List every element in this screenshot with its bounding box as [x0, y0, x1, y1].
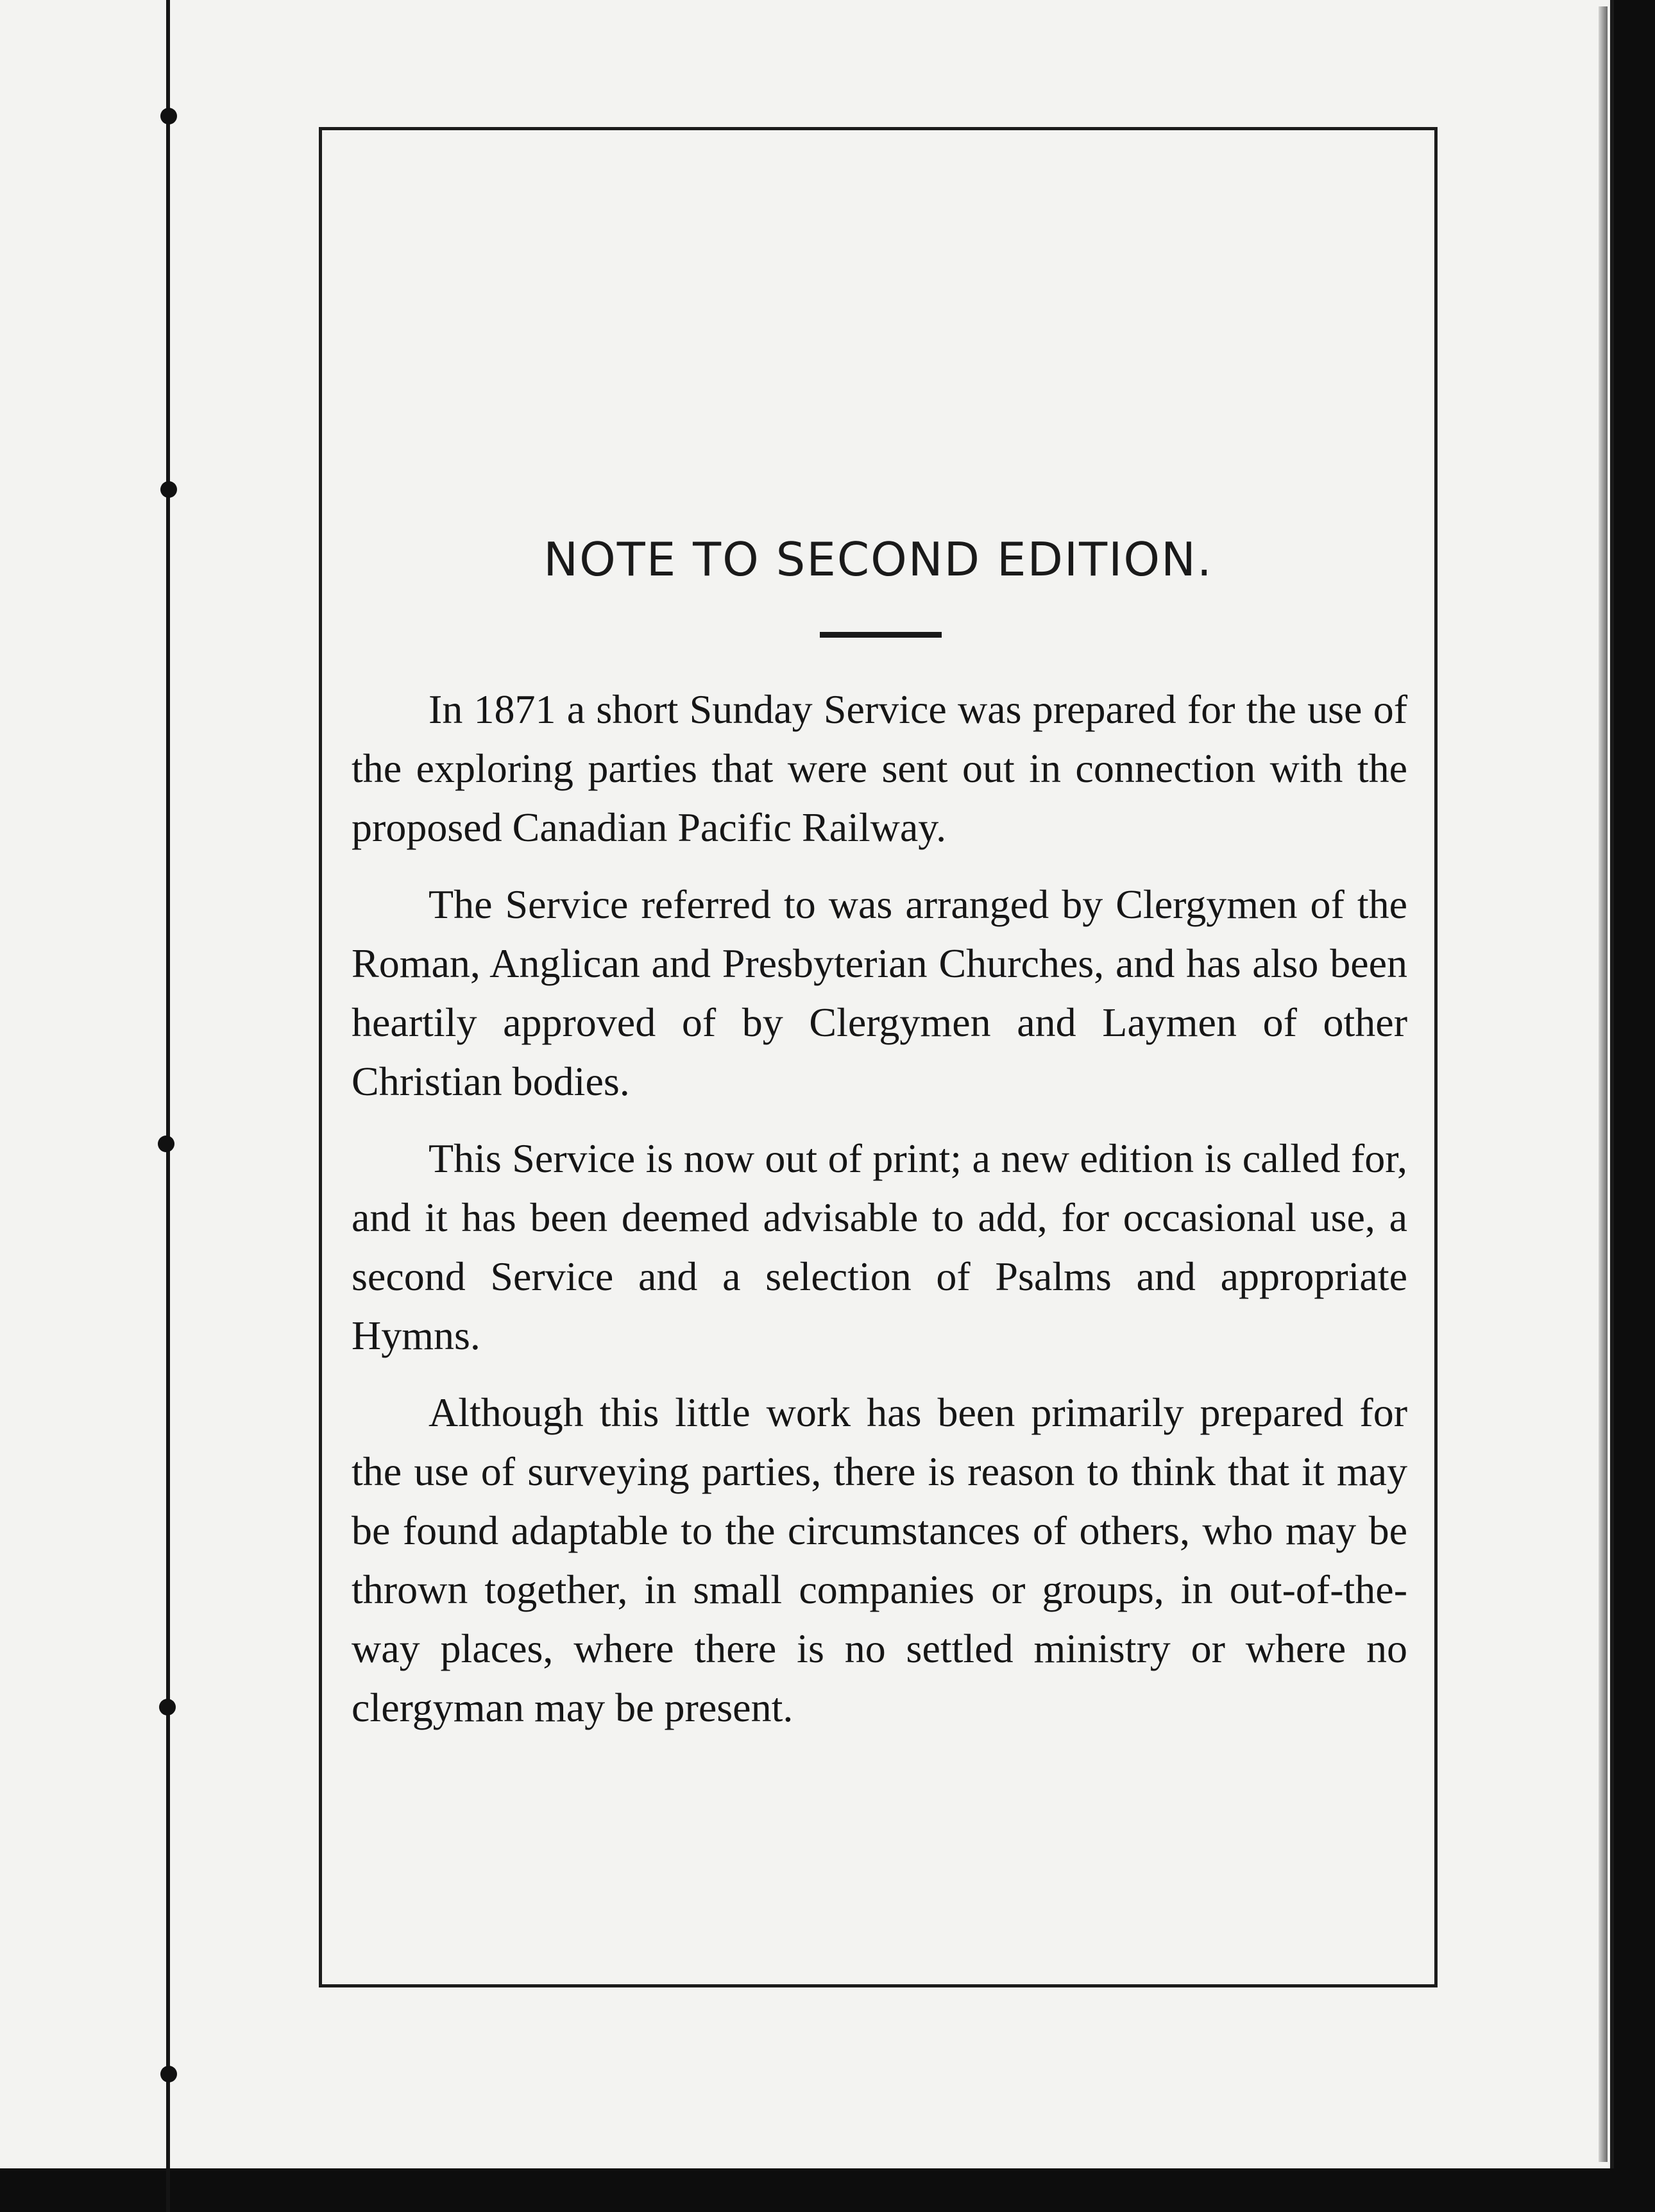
paragraph-3: This Service is now out of print; a new edition is called for, and it has been deemed advisable to add, for occasional use, a second Service and a selection of Psalms and appropriate Hymns.: [352, 1136, 1407, 1358]
binding-stitch: [158, 1136, 174, 1152]
paragraph-2: The Service referred to was arranged by Clergymen of the Roman, Anglican and Presbyterian Churches, and has also been heartily approved of by Clergymen and Laymen of other Christian bodies.: [352, 881, 1407, 1104]
binding-stitch: [160, 481, 177, 498]
title-rule: [820, 632, 942, 638]
paragraph-4: Although this little work has been primarily prepared for the use of surveying parties, there is reason to think that it may be found adaptable to the circumstances of others, who may be thrown together, in small companies or groups, in out-of-the-way places, where there is no settled ministry or where no clergyman may be present.: [352, 1390, 1407, 1730]
binding-stitch: [160, 108, 177, 124]
binding-stitch: [159, 1699, 176, 1715]
binding-stitch: [160, 2066, 177, 2082]
paragraph-1: In 1871 a short Sunday Service was prepared for the use of the exploring parties that were sent out in connection with the proposed Canadian Pacific Railway.: [352, 686, 1407, 850]
page-edge: [1599, 6, 1608, 2162]
page-title: NOTE TO SECOND EDITION.: [543, 532, 1213, 586]
note-body: [352, 680, 1407, 1755]
binding-gutter-line: [166, 0, 170, 2212]
